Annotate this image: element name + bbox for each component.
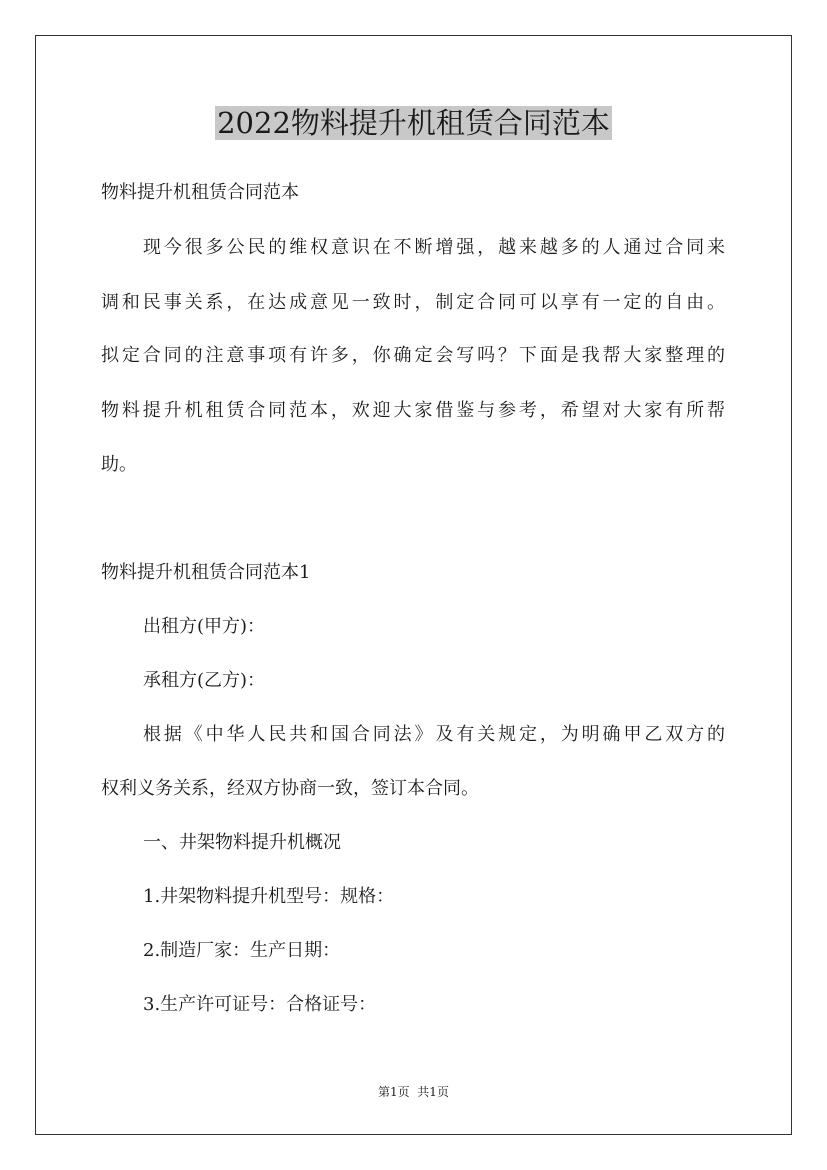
document-title bbox=[0, 103, 827, 143]
intro-line-2: 调和民事关系，在达成意见一致时，制定合同可以享有一定的自由。 bbox=[101, 292, 725, 313]
intro-line-3: 拟定合同的注意事项有许多，你确定会写吗？下面是我帮大家整理的 bbox=[101, 345, 725, 366]
document-subtitle: 物料提升机租赁合同范本 bbox=[101, 182, 299, 203]
basis-line-2: 权利义务关系，经双方协商一致，签订本合同。 bbox=[101, 778, 479, 799]
document-title-text: 2022物料提升机租赁合同范本 bbox=[217, 106, 610, 140]
clause-item-1: 1.井架物料提升机型号：规格： bbox=[143, 886, 395, 907]
intro-line-5: 助。 bbox=[101, 454, 137, 475]
lessee-line: 承租方(乙方)： bbox=[143, 670, 266, 691]
page-number-footer: 第1页 共1页 bbox=[378, 1085, 449, 1099]
intro-line-1: 现今很多公民的维权意识在不断增强，越来越多的人通过合同来 bbox=[143, 237, 725, 258]
intro-line-4: 物料提升机租赁合同范本，欢迎大家借鉴与参考，希望对大家有所帮 bbox=[101, 400, 725, 421]
clause-item-3: 3.生产许可证号：合格证号： bbox=[143, 994, 377, 1015]
clause-item-2: 2.制造厂家：生产日期： bbox=[143, 940, 341, 961]
section-heading: 物料提升机租赁合同范本1 bbox=[101, 562, 311, 583]
clause-heading: 一、井架物料提升机概况 bbox=[143, 832, 341, 853]
basis-line-1: 根据《中华人民共和国合同法》及有关规定，为明确甲乙双方的 bbox=[143, 724, 725, 745]
lessor-line: 出租方(甲方)： bbox=[143, 616, 266, 637]
